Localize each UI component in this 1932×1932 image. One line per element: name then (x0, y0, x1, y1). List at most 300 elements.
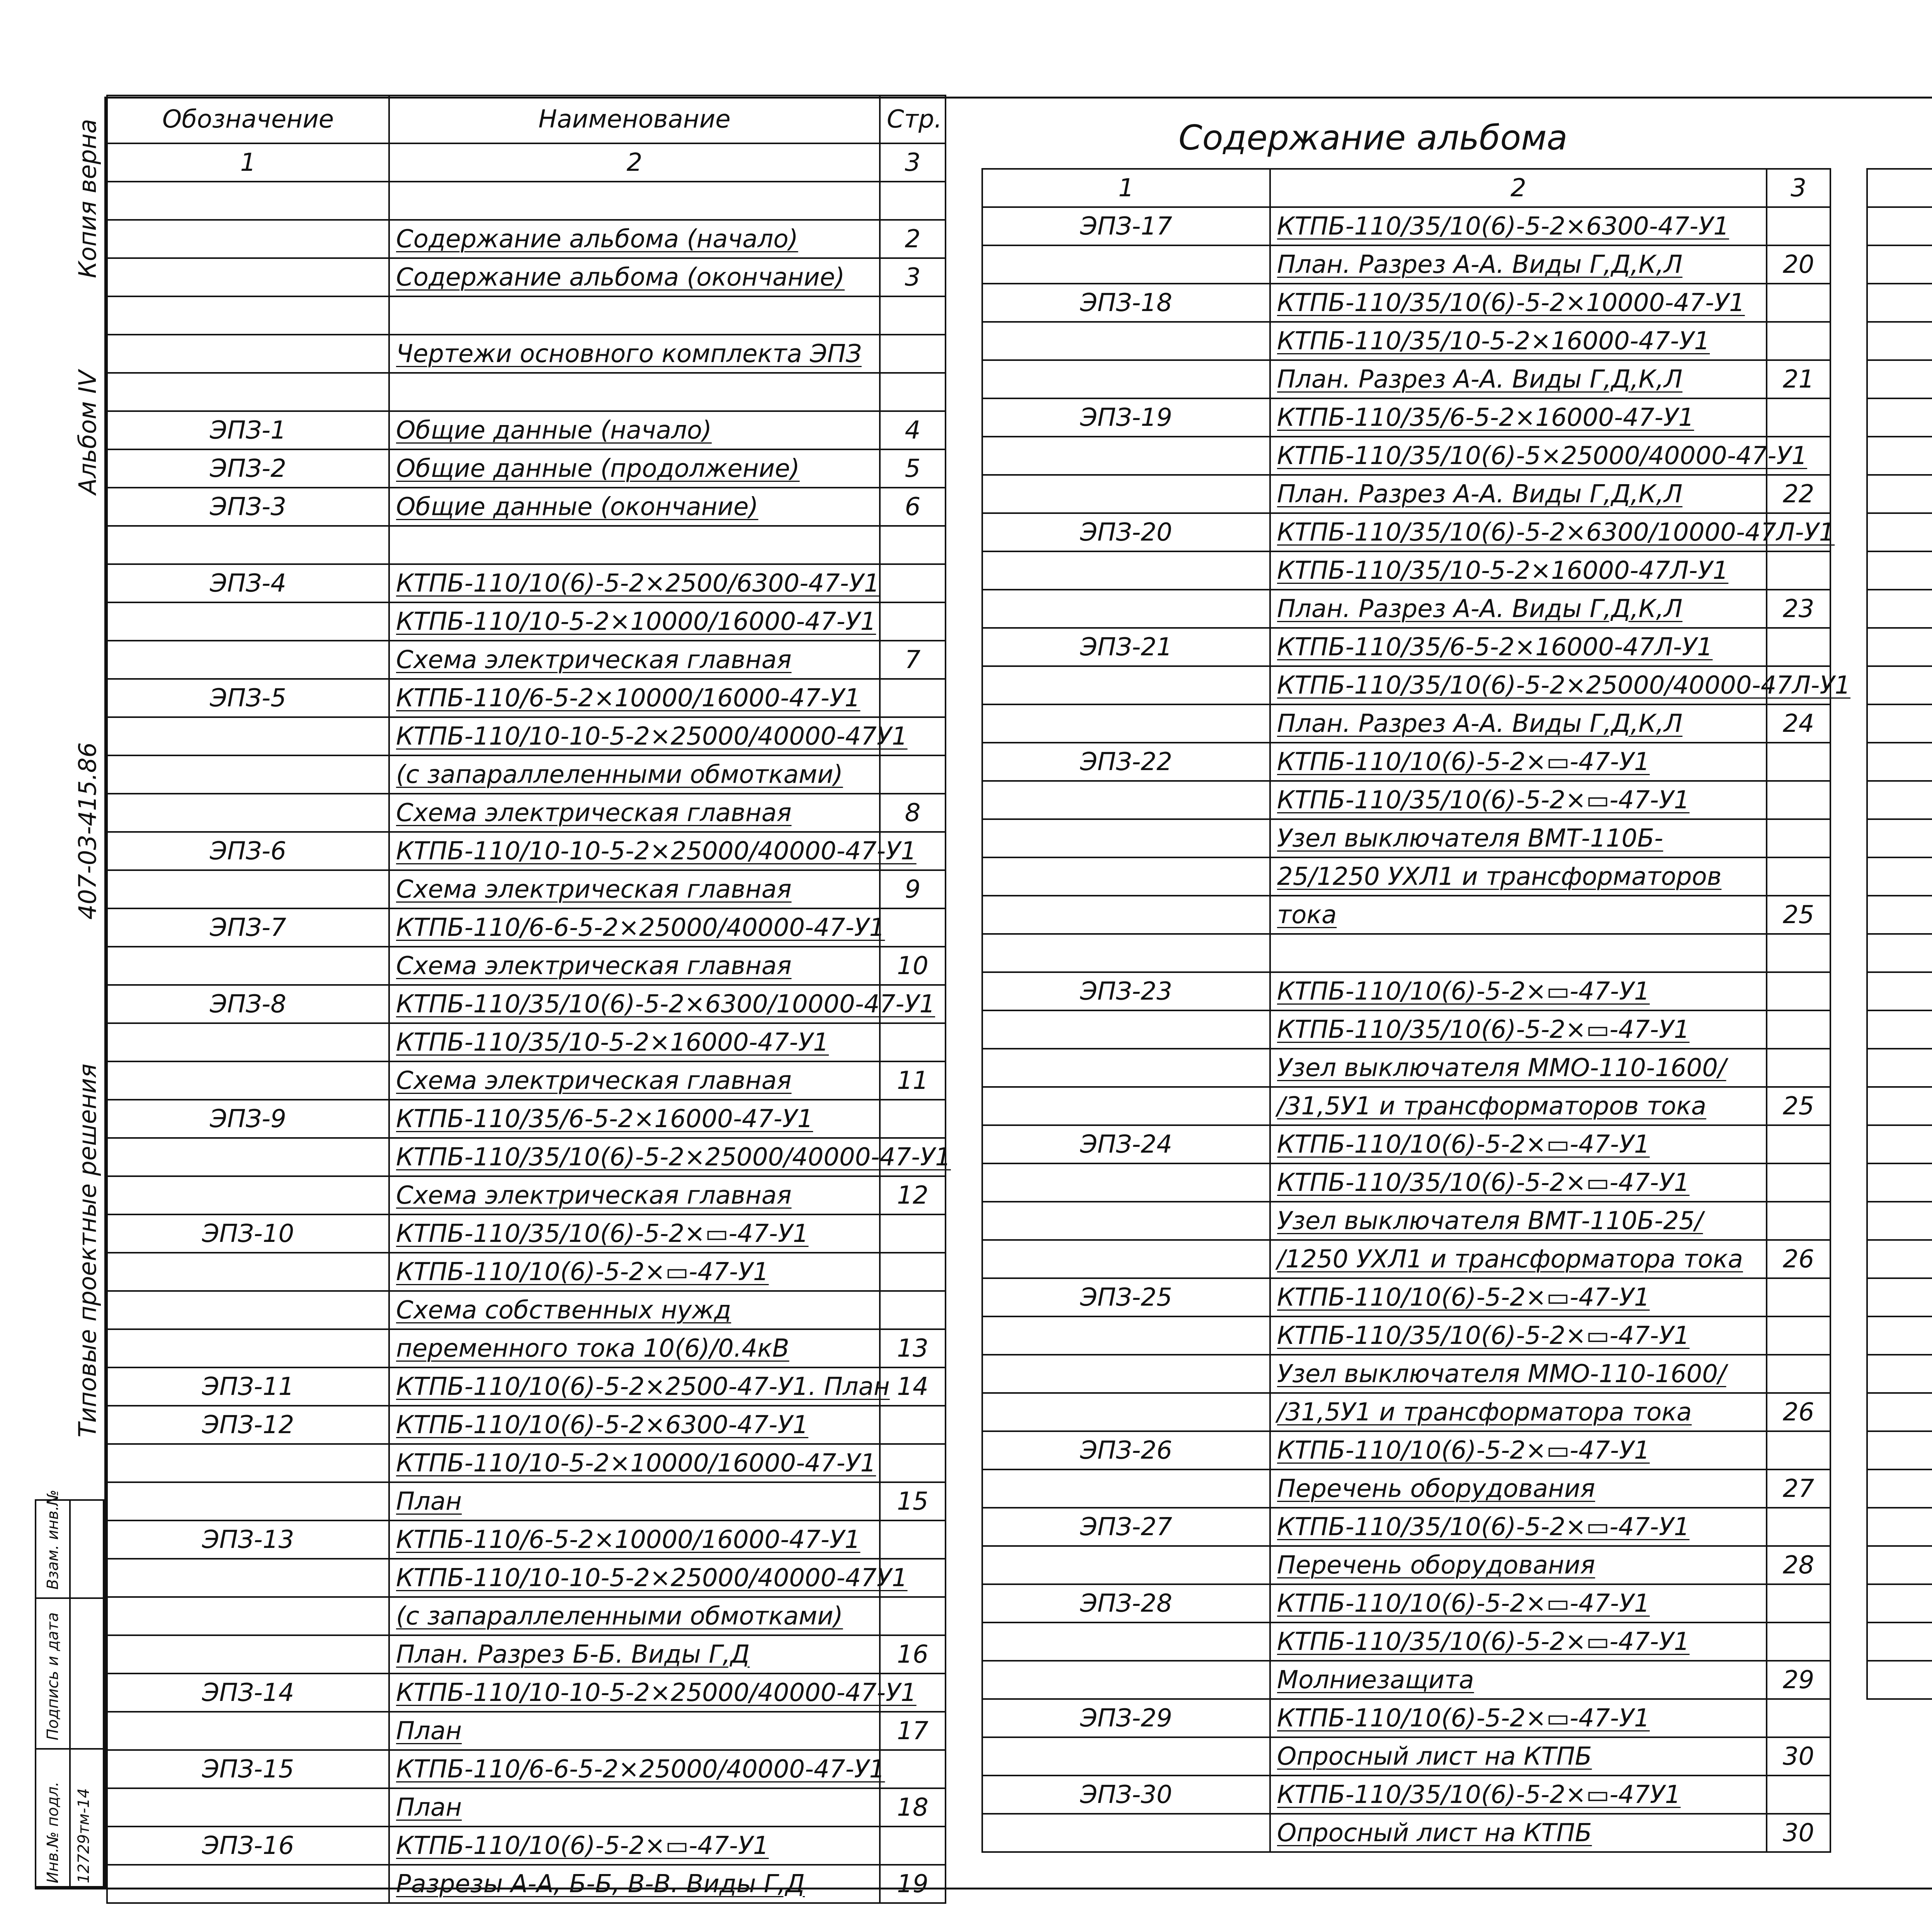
designation-cell (107, 1482, 389, 1520)
page-cell: 5 (880, 449, 946, 488)
name-cell (1270, 1125, 1767, 1163)
page-cell (1767, 1584, 1830, 1622)
page-cell: 30 (1767, 1814, 1830, 1852)
document-name: КТПБ-110/10-5-2×10000/16000-47-У1 (396, 607, 876, 636)
document-name: План. Разрез А-А. Виды Г,Д,К,Л (1277, 480, 1683, 509)
name-cell (389, 717, 908, 755)
document-name: План. Разрез А-А. Виды Г,Д,К,Л (1277, 594, 1683, 623)
designation-cell: ЭПЗ-26 (982, 1431, 1270, 1469)
table-row (982, 1355, 1830, 1393)
designation-cell (1867, 284, 1932, 322)
designation-cell: ЭПЗ-30 (982, 1776, 1270, 1814)
table-row (107, 1520, 946, 1559)
table-row (107, 1865, 946, 1903)
designation-cell (107, 258, 389, 296)
table-row (982, 1699, 1830, 1737)
page-cell (880, 526, 946, 564)
page-cell: 14 (880, 1367, 946, 1406)
page-cell (880, 1023, 946, 1061)
table-row (982, 207, 1830, 245)
designation-cell (1867, 207, 1932, 245)
designation-cell (1867, 781, 1932, 819)
table-row (982, 1814, 1830, 1852)
name-cell (1270, 284, 1767, 322)
page-cell: 30 (1767, 1737, 1830, 1776)
table-row (107, 373, 946, 411)
table-row (107, 1176, 946, 1214)
designation-cell (1867, 896, 1932, 934)
document-name: /31,5У1 и трансформаторов тока (1277, 1092, 1706, 1121)
name-cell (389, 1750, 885, 1788)
stamp-row-line (36, 1597, 104, 1599)
table-row (107, 564, 946, 602)
designation-cell: ЭПЗ-5 (107, 679, 389, 717)
designation-cell (982, 1393, 1270, 1431)
table-row (1867, 590, 1932, 628)
page-cell (1767, 628, 1830, 666)
designation-cell (107, 1176, 389, 1214)
name-cell (389, 1214, 880, 1253)
name-cell (1270, 1049, 1767, 1087)
page-cell: 9 (880, 870, 946, 908)
name-cell (1270, 1546, 1767, 1584)
name-cell (389, 1367, 890, 1406)
table-row (982, 781, 1830, 819)
document-name: Узел выключателя ВМТ-110Б-25/ (1277, 1206, 1703, 1235)
name-cell (389, 1406, 880, 1444)
name-cell (389, 1291, 880, 1329)
name-cell (389, 641, 880, 679)
table-row (1867, 1584, 1932, 1622)
name-cell (389, 1329, 880, 1367)
designation-cell (1867, 1508, 1932, 1546)
designation-cell (107, 335, 389, 373)
table-row (982, 245, 1830, 284)
document-name: Узел выключателя ВМТ-110Б- (1277, 824, 1663, 853)
table-row (982, 1584, 1830, 1622)
name-cell (389, 1559, 908, 1597)
table-row (107, 182, 946, 220)
page-cell (880, 1597, 946, 1635)
document-name: /1250 УХЛ1 и трансформатора тока (1277, 1245, 1743, 1274)
table-row (982, 666, 1830, 704)
name-cell (1270, 1163, 1767, 1202)
name-cell (389, 679, 880, 717)
document-name: Схема электрическая главная (396, 1066, 792, 1095)
page-cell (1767, 1355, 1830, 1393)
designation-cell (982, 1622, 1270, 1661)
designation-cell (982, 666, 1270, 704)
table-row (1867, 972, 1932, 1010)
name-cell (389, 373, 880, 411)
document-name: КТПБ-110/6-5-2×10000/16000-47-У1 (396, 1525, 861, 1554)
designation-cell (1867, 1240, 1932, 1278)
name-cell (1270, 360, 1767, 398)
page-cell: 23 (1767, 590, 1830, 628)
page-cell (880, 1214, 946, 1253)
table-row (107, 1444, 946, 1482)
stamp-row-line (36, 1748, 104, 1750)
page-cell: 28 (1767, 1546, 1830, 1584)
document-name: (с запараллеленными обмотками) (396, 1602, 843, 1631)
col-number-1: 1 (107, 143, 389, 182)
designation-cell (1867, 1010, 1932, 1049)
designation-cell (107, 870, 389, 908)
stamp-inv-number: Инв.№ подл. (44, 1781, 62, 1883)
name-cell (389, 220, 880, 258)
name-cell (1270, 1316, 1767, 1355)
designation-cell: ЭПЗ-24 (982, 1125, 1270, 1163)
table-row (982, 360, 1830, 398)
document-name: Схема электрическая главная (396, 875, 792, 904)
designation-cell (107, 602, 389, 641)
name-cell (1270, 437, 1807, 475)
name-cell (1270, 1087, 1767, 1125)
name-cell (389, 870, 880, 908)
name-cell (1270, 398, 1767, 437)
contents-table-1-body (107, 182, 951, 1903)
designation-cell (982, 819, 1270, 857)
name-cell (1270, 704, 1767, 743)
name-cell (389, 1176, 880, 1214)
page-cell: 22 (1767, 475, 1830, 513)
designation-cell (1867, 1584, 1932, 1622)
table-row (1867, 1240, 1932, 1278)
table-row (982, 1622, 1830, 1661)
name-cell (389, 449, 880, 488)
designation-cell (982, 551, 1270, 590)
designation-cell (107, 1138, 389, 1176)
page-cell: 20 (1767, 245, 1830, 284)
page-cell (880, 1100, 946, 1138)
table-row (1867, 857, 1932, 896)
designation-cell (1867, 819, 1932, 857)
document-name: КТПБ-110/10(6)-5-2×▭-47-У1 (1277, 977, 1650, 1006)
table-row (107, 1597, 946, 1635)
page-cell (880, 564, 946, 602)
page-cell (1767, 819, 1830, 857)
designation-cell (982, 1814, 1270, 1852)
designation-cell (107, 1023, 389, 1061)
designation-cell (982, 475, 1270, 513)
table-row (107, 679, 946, 717)
page-cell (1767, 1278, 1830, 1316)
designation-cell (982, 1049, 1270, 1087)
table-row (107, 449, 946, 488)
page-cell: 12 (880, 1176, 946, 1214)
page-cell: 19 (880, 1865, 946, 1903)
table-row (982, 857, 1830, 896)
col-number-3: 3 (880, 143, 946, 182)
document-name: 25/1250 УХЛ1 и трансформаторов (1277, 862, 1722, 891)
name-cell (1270, 781, 1767, 819)
document-name: КТПБ-110/35/10(6)-5-2×▭-47-У1 (1277, 786, 1690, 815)
page-cell (880, 1291, 946, 1329)
table-row (107, 335, 946, 373)
designation-cell: ЭПЗ-7 (107, 908, 389, 947)
document-name: КТПБ-110/10(6)-5-2×2500/6300-47-У1 (396, 569, 880, 598)
table-row (1867, 1163, 1932, 1202)
designation-cell (982, 1202, 1270, 1240)
designation-cell (107, 1253, 389, 1291)
designation-cell: ЭПЗ-11 (107, 1367, 389, 1406)
page-cell: 27 (1767, 1469, 1830, 1508)
designation-cell (107, 1597, 389, 1635)
designation-cell (982, 1163, 1270, 1202)
designation-cell: ЭПЗ-28 (982, 1584, 1270, 1622)
designation-cell (1867, 934, 1932, 972)
page-cell: 4 (880, 411, 946, 449)
designation-cell (1867, 743, 1932, 781)
table-row (982, 437, 1830, 475)
table-row (982, 1508, 1830, 1546)
name-cell (1270, 1278, 1767, 1316)
designation-cell (107, 1061, 389, 1100)
page-cell: 17 (880, 1712, 946, 1750)
document-name: КТПБ-110/10(6)-5-2×2500-47-У1. План (396, 1372, 890, 1401)
page-cell: 25 (1767, 1087, 1830, 1125)
document-name: /31,5У1 и трансформатора тока (1277, 1398, 1692, 1427)
name-cell (389, 1865, 880, 1903)
document-name: Содержание альбома (начало) (396, 224, 798, 253)
designation-cell: ЭПЗ-2 (107, 449, 389, 488)
designation-cell (982, 857, 1270, 896)
document-name: КТПБ-110/35/6-5-2×16000-47Л-У1 (1277, 633, 1713, 662)
name-cell (389, 1635, 880, 1673)
page-cell (880, 755, 946, 794)
document-name: КТПБ-110/10-10-5-2×25000/40000-47-У1 (396, 837, 917, 866)
table-row (107, 717, 946, 755)
document-name: Схема электрическая главная (396, 951, 792, 980)
table-row (1867, 437, 1932, 475)
table-row (1867, 896, 1932, 934)
document-name: тока (1277, 900, 1337, 929)
document-name: План. Разрез А-А. Виды Г,Д,К,Л (1277, 250, 1683, 279)
table-row (1867, 1508, 1932, 1546)
document-name: КТПБ-110/35/10(6)-5-2×6300-47-У1 (1277, 212, 1729, 241)
document-name: Схема электрическая главная (396, 1181, 792, 1210)
stamp-order-number: 12729тм-14 (75, 1788, 93, 1883)
table-row (1867, 207, 1932, 245)
document-name: Молниезащита (1277, 1665, 1474, 1694)
document-name: КТПБ-110/35/10-5-2×16000-47Л-У1 (1277, 556, 1729, 585)
name-cell (389, 1100, 880, 1138)
column-number-row (1867, 169, 1932, 207)
designation-cell: ЭПЗ-22 (982, 743, 1270, 781)
designation-cell (107, 1865, 389, 1903)
designation-cell (107, 641, 389, 679)
table-row (982, 1469, 1830, 1508)
margin-copy-verified: Копия верна (73, 119, 102, 278)
page-cell (880, 335, 946, 373)
page-cell (1767, 1699, 1830, 1737)
table-row (107, 526, 946, 564)
table-row (1867, 1393, 1932, 1431)
designation-cell (982, 245, 1270, 284)
page-cell: 25 (1767, 896, 1830, 934)
name-cell (389, 1253, 880, 1291)
table-row (982, 628, 1830, 666)
document-name: КТПБ-110/10(6)-5-2×▭-47-У1 (396, 1831, 769, 1860)
table-row (982, 1737, 1830, 1776)
table-row (1867, 1431, 1932, 1469)
document-name: План (396, 1716, 462, 1745)
page-cell (1767, 284, 1830, 322)
table-row (1867, 819, 1932, 857)
stamp-divider (69, 1501, 71, 1888)
table-row (982, 743, 1830, 781)
col-name-header: Наименование (389, 95, 880, 143)
page-cell: 2 (880, 220, 946, 258)
page-cell (1767, 1622, 1830, 1661)
designation-cell: ЭПЗ-18 (982, 284, 1270, 322)
col-page-header: Стр. (880, 95, 946, 143)
page-cell (1767, 934, 1830, 972)
table-row (1867, 1202, 1932, 1240)
document-name: Опросный лист на КТПБ (1277, 1742, 1592, 1771)
designation-cell: ЭПЗ-29 (982, 1699, 1270, 1737)
designation-cell (1867, 551, 1932, 590)
table-row (1867, 1661, 1932, 1699)
name-cell (389, 564, 880, 602)
table-row (982, 1087, 1830, 1125)
table-row (1867, 1010, 1932, 1049)
table-row (107, 1673, 946, 1712)
page-cell (880, 1406, 946, 1444)
album-title: Содержание альбома (1179, 118, 1568, 158)
column-number-row (107, 143, 946, 182)
page-cell (1767, 1202, 1830, 1240)
document-name: Общие данные (начало) (396, 416, 712, 445)
document-name: Разрезы А-А, Б-Б, В-В. Виды Г,Д (396, 1869, 805, 1898)
contents-table-3 (1866, 168, 1932, 1700)
name-cell (389, 488, 880, 526)
name-cell (389, 258, 880, 296)
designation-cell (1867, 360, 1932, 398)
name-cell (1270, 1699, 1767, 1737)
designation-cell (107, 220, 389, 258)
table-row (982, 1163, 1830, 1202)
table-row (982, 1125, 1830, 1163)
document-name: КТПБ-110/10(6)-5-2×▭-47-У1 (1277, 747, 1650, 776)
document-name: План (396, 1487, 462, 1516)
page-cell (1767, 207, 1830, 245)
name-cell (389, 1061, 880, 1100)
designation-cell (1867, 437, 1932, 475)
stamp-replace-inv: Взам. инв.№ (44, 1490, 62, 1590)
table-row (1867, 1469, 1932, 1508)
name-cell (389, 1482, 880, 1520)
name-cell (1270, 972, 1767, 1010)
designation-cell (107, 1559, 389, 1597)
table-row (107, 1406, 946, 1444)
page-cell (1767, 857, 1830, 896)
name-cell (1270, 1584, 1767, 1622)
table-row (1867, 781, 1932, 819)
table-row (1867, 704, 1932, 743)
document-name: Общие данные (продолжение) (396, 454, 800, 483)
designation-cell: ЭПЗ-12 (107, 1406, 389, 1444)
document-name: КТПБ-110/35/10(6)-5-2×▭-47-У1 (1277, 1321, 1690, 1350)
name-cell (389, 908, 885, 947)
table-row (107, 1827, 946, 1865)
designation-cell: ЭПЗ-21 (982, 628, 1270, 666)
table-row (982, 398, 1830, 437)
designation-cell: ЭПЗ-15 (107, 1750, 389, 1788)
designation-cell (1867, 1393, 1932, 1431)
designation-cell (1867, 1087, 1932, 1125)
name-cell (1270, 1469, 1767, 1508)
name-cell (1270, 1661, 1767, 1699)
designation-cell (982, 590, 1270, 628)
name-cell (1270, 857, 1767, 896)
table-row (1867, 1355, 1932, 1393)
name-cell (389, 947, 880, 985)
page-cell (1767, 1776, 1830, 1814)
table-row (982, 1661, 1830, 1699)
document-name: КТПБ-110/35/10(6)-5-2×▭-47-У1 (1277, 1168, 1690, 1197)
table-row (1867, 322, 1932, 360)
page-cell (880, 1750, 946, 1788)
name-cell (1270, 819, 1767, 857)
page-cell: 21 (1767, 360, 1830, 398)
table-row (1867, 551, 1932, 590)
margin-series: Типовые проектные решения (73, 1063, 102, 1437)
name-cell (1270, 1240, 1767, 1278)
designation-cell: ЭПЗ-4 (107, 564, 389, 602)
column-number-row (982, 169, 1830, 207)
designation-cell (1867, 322, 1932, 360)
designation-cell (107, 296, 389, 335)
designation-cell (1867, 1202, 1932, 1240)
name-cell (389, 755, 880, 794)
name-cell (389, 602, 880, 641)
page-cell (1767, 743, 1830, 781)
page-cell (880, 679, 946, 717)
table-row (1867, 475, 1932, 513)
table-row (107, 488, 946, 526)
col-number-3: 3 (1767, 169, 1830, 207)
margin-album: Альбом IV (73, 370, 102, 495)
designation-cell (1867, 1278, 1932, 1316)
document-name: Перечень оборудования (1277, 1551, 1595, 1580)
document-name: КТПБ-110/6-6-5-2×25000/40000-47-У1 (396, 913, 885, 942)
name-cell (389, 526, 880, 564)
table-row (107, 296, 946, 335)
name-cell (1270, 1431, 1767, 1469)
designation-cell: ЭПЗ-23 (982, 972, 1270, 1010)
document-name: КТПБ-110/10(6)-5-2×▭-47-У1 (396, 1257, 769, 1286)
designation-cell: ЭПЗ-16 (107, 1827, 389, 1865)
page-cell (1767, 1125, 1830, 1163)
table-row (107, 1559, 946, 1597)
designation-cell: ЭПЗ-8 (107, 985, 389, 1023)
document-name: Содержание альбома (окончание) (396, 263, 845, 292)
designation-cell (982, 360, 1270, 398)
page-cell: 3 (880, 258, 946, 296)
name-cell (1270, 1355, 1767, 1393)
table-row (107, 258, 946, 296)
document-name: План (396, 1793, 462, 1822)
table-row (982, 551, 1830, 590)
name-cell (1270, 1202, 1767, 1240)
designation-cell (107, 1444, 389, 1482)
page-cell: 6 (880, 488, 946, 526)
name-cell (389, 1520, 880, 1559)
name-cell (1270, 513, 1835, 551)
contents-table-2 (981, 168, 1850, 1853)
table-row (107, 1712, 946, 1750)
